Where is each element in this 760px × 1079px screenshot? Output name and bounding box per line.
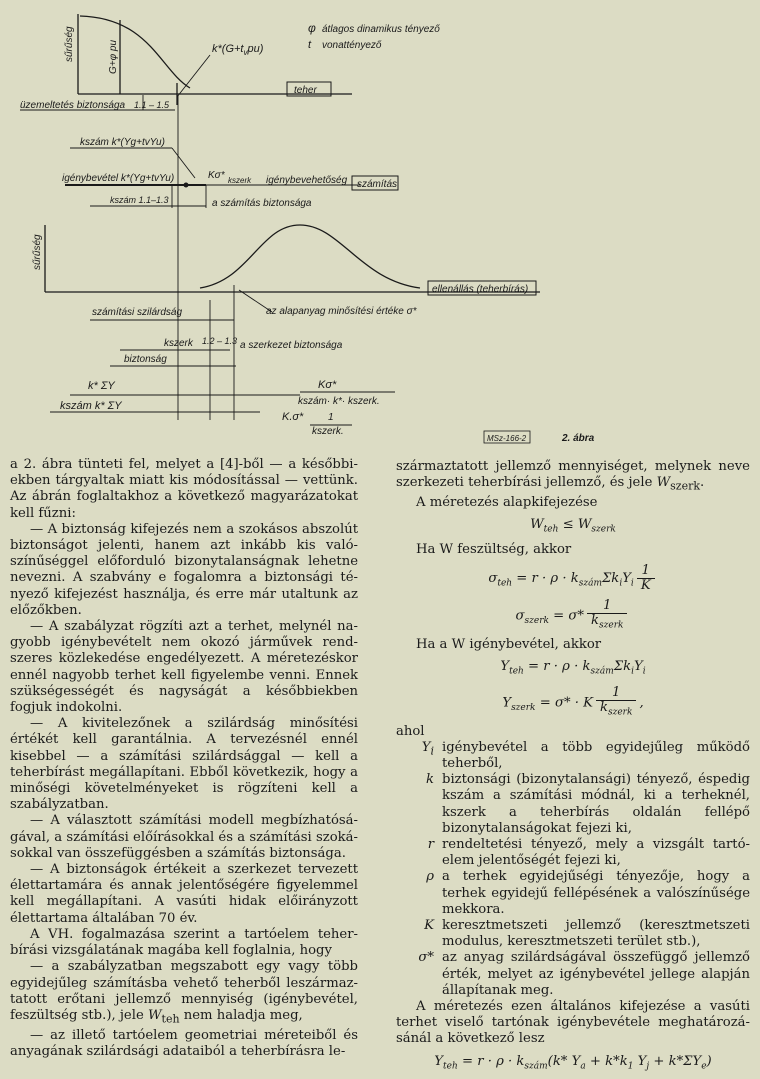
definition-row [396,740,750,772]
paragraph: — A biztonság kifejezés nem a szokásos abszolút biztonságot jelenti, hanem azt inkább kis valószínűséggel előforduló bizonytalanságnak lehetne nevezni. A szabvány e fogalomra a biztonsági tényező kifejezést használja, és erre már utaltunk az előzőkben. [10,521,358,618]
definition-row [396,869,750,918]
paragraph: Ha a W igénybevétel, akkor [416,636,602,652]
definition-row: ahol [396,723,425,739]
resistance-label: igénybevehetőség [266,175,348,186]
k-g-tv-pu-label: $k*(G+t_vpu)$ [212,43,264,57]
definition-row [396,837,750,869]
density-label-bottom: sűrűség [32,234,43,270]
equation-2: $\sigma_{teh} = r \cdot \rho \cdot k_{szám}\Sigma k_iY_i$ $\frac{1}{K}$ [396,564,750,593]
right-column [396,459,750,1079]
definition-symbol: $Y_i$ [421,739,434,758]
equation-4: $Y_{teh} = r \cdot \rho \cdot k_{szám}\Sigma k_iY_i$ [500,659,646,677]
reference-code: MSz-166-2 [487,434,527,443]
definition-symbol: r [427,837,434,853]
definition-row [396,950,750,999]
paragraph: a 2. ábra tünteti fel, melyet a [4]-ből — a későbbiekben tárgyaltak miatt kis módosítással — vettünk. Az ábrán foglaltakhoz a következő magyarázatokat kell fűzni: [10,457,358,521]
range-11-15: 1.1 – 1.5 [134,100,170,110]
equation-1: $W_{teh} \le W_{szerk}$ [530,517,616,535]
kszam-expression: kszám k*(Yg+tvYu) [80,137,165,148]
fraction2-denominator: kszerk. [312,426,344,437]
paragraph: Ha W feszültség, akkor [416,542,572,558]
equation-5: $Y_{szerk} = \sigma* \cdot K$ $\frac{1}{k_{szerk}}$ , [502,684,644,718]
paragraph: — az illető tartóelem geometriai méreteiből és anyagának szilárdsági adataiból a teherbírásra le- [10,1027,358,1059]
definition-text: a terhek egyidejűségi tényezője, hogy a terhek egyidejű fellépésének a valószínűsége mekkora. [442,869,750,917]
definition-row [396,918,750,950]
resistance-box-label: ellenállás (teherbírás) [432,284,529,295]
definition-text: az anyag szilárdságával összefüggő jellemző érték, melyet az igénybevétel jellege alapján állapítanak meg. [442,950,750,998]
legend-phi-symbol: φ [308,21,316,35]
definitions-list [396,724,750,740]
figure-caption: 2. ábra [562,433,595,444]
legend-t-text: vonattényező [322,40,382,51]
definition-symbol: ρ [426,869,434,885]
fraction2-numerator: 1 [328,412,334,423]
safety-label: biztonság [124,354,167,365]
g-phi-pu-label: G+φ pu [108,39,119,74]
definitions [396,740,750,999]
kszam-range: kszám 1.1–1.3 [110,195,169,205]
left-column [10,457,358,1060]
density-label-top: sűrűség [64,26,75,62]
kszam-k-sum-y: kszám k* ΣY [60,400,122,412]
paragraph: — A szabályzat rögzíti azt a terhet, melynél nagyobb igénybevételt nem okozó járművek rendszeres közlekedése engedélyezett. A méretezéskor ennél nagyobb terhet kell figyelembe venni. Ennek szükségességét és nagyságát a későbbiekben fogjuk indokolni. [10,619,358,716]
definition-symbol: k [426,772,434,788]
paragraph: — A biztonságok értékeit a szerkezet tervezett élettartamára és annak jelentőségére figyelemmel kell megállapítani. A vasúti hidak előirányzott élettartama általában 70 év. [10,862,358,926]
k-sigma-label: K.σ* [282,411,304,423]
paragraph: A méretezés ezen általános kifejezése a vasúti terhet viselő tartónak igénybevétele meghatározásánál a következő lesz [396,999,750,1047]
definition-text: igénybevétel a több egyidejűleg működő teherből, [442,739,750,772]
szamitas-label: számítás [357,179,398,190]
kszerk-label: kszerk [164,338,193,349]
paragraph: — a szabályzatban megszabott egy vagy több egyidejűleg számításba vehető teherből leszármaztatott erőtani jellemző mennyiség (igénybevétel, feszültség stb.), jele $W_{teh}$ nem haladja meg, [10,959,358,1026]
definition-row [396,772,750,837]
load-effect-expression: igénybevétel k*(Yg+tvYu) [62,173,175,184]
range-12-13: 1.2 – 1.3 [202,336,238,346]
resistance-density-curve [200,225,420,288]
fraction1-denominator: kszám· k*· kszerk. [298,396,380,407]
equation-6: $Y_{teh} = r \cdot \rho \cdot k_{szám}(k*$ $Y_a + k*k_1$ $Y_j + k*\Sigma Y_e$) [434,1053,712,1072]
definition-symbol: σ* [418,950,434,966]
teher-label: teher [294,85,317,96]
definition-text: rendeltetési tényező, mely a vizsgált tartóelem jelentőségét fejezi ki, [442,837,750,869]
paragraph: A méretezés alapkifejezése [416,495,598,511]
load-density-curve [80,16,190,88]
fraction1-numerator: Kσ* [318,379,337,391]
equation-3: $\sigma_{szerk} = \sigma*$ $\frac{1}{k_{szerk}}$ [396,599,750,633]
definition-text: biztonsági (bizonytalansági) tényező, éspedig kszám a számítási módnál, ki a terheknél, kszerk a teherbírás oldalán fellépő bizonytalanságokat fejezi ki, [442,772,750,836]
legend-t-symbol: t [308,39,312,51]
paragraph: származtatott jellemző mennyiséget, melynek neve szerkezeti teherbírási jellemző, és jele $W_{szerk}$. [396,459,750,493]
k-sigma-denominator: kszerk [228,176,252,185]
structure-safety-label: a szerkezet biztonsága [240,340,343,351]
paragraph: — A választott számítási modell megbízhatóságával, a számítási előírásokkal és a számítási szokásokkal van összefüggésben a számítás biztonsága. [10,813,358,861]
safety-figure [0,0,760,450]
design-strength-label: számítási szilárdság [92,307,183,318]
material-value-label: az alapanyag minősítési értéke σ* [266,306,417,317]
operation-safety-label: üzemeltetés biztonsága [20,100,126,111]
paragraph: A VH. fogalmazása szerint a tartóelem teherbírási vizsgálatának magába kell foglalnia, hogy [10,926,358,959]
calc-safety-label: a számítás biztonsága [212,198,312,209]
k-sum-y: k* ΣY [88,380,115,392]
legend-phi-text: átlagos dinamikus tényező [322,24,440,35]
k-sigma-numerator: Kσ* [208,170,225,181]
paragraph: — A kivitelezőnek a szilárdság minősítési értékét kell garantálnia. A tervezésnél ennél kisebbel — a számítási szilárdsággal — kell a teherbírást megállapítani. Ebből következik, hogy a minőségi követelményeket is rögzíteni kell a szabályzatban. [10,716,358,813]
definition-text: keresztmetszeti jellemző (keresztmetszeti modulus, keresztmetszeti terület stb.), [442,918,750,950]
definition-symbol: K [424,918,434,934]
